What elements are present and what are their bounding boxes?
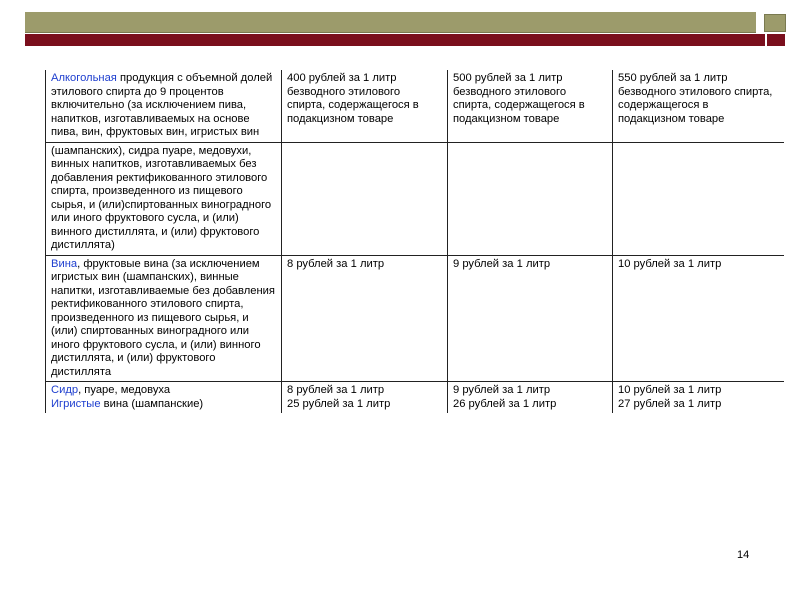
- table-cell-rate-year3: 10 рублей за 1 литр: [613, 255, 785, 382]
- header-box-maroon: [767, 34, 785, 46]
- product-text: , фруктовые вина (за исключением игристых вин (шампанских), винные напитки, изготавливаемые без добавления ректификованного этилового спирта, произведенного из пищевого сырья, и (или) спиртованных виноградного или иного фруктового сусла, и (или) винного дистиллята, и (или) фруктового дистиллята: [51, 257, 275, 378]
- table-cell-rate-year1: 8 рублей за 1 литр: [282, 255, 448, 382]
- header-box-olive: [764, 14, 786, 32]
- rate-line: 26 рублей за 1 литр: [453, 397, 557, 410]
- table-cell-rate-year3: 550 рублей за 1 литр безводного этилового спирта, содержащегося в подакцизном товаре: [613, 70, 785, 142]
- table-row: [46, 255, 785, 382]
- excise-rates-table: [45, 70, 784, 413]
- product-line: [51, 398, 275, 412]
- product-highlight: Алкогольная: [51, 72, 117, 84]
- header-bar-olive: [25, 12, 756, 33]
- table-cell-product: [46, 382, 282, 414]
- rate-line: 9 рублей за 1 литр: [453, 384, 551, 396]
- table-cell-rate-year1: [282, 382, 448, 414]
- table-cell-product: (шампанских), сидра пуаре, медовухи, винных напитков, изготавливаемых без добавления ректификованного этилового спирта, произведенного из пищевого сырья, и (или)спиртованных виноградного или иного фруктового сусла, и (или) винного дистиллята, и (или) фруктового дистиллята): [46, 142, 282, 255]
- table-row: [46, 382, 785, 414]
- product-text: , пуаре, медовуха: [78, 384, 171, 396]
- rate-line: 10 рублей за 1 литр: [618, 384, 722, 396]
- rate-line: 8 рублей за 1 литр: [287, 384, 385, 396]
- product-line: [51, 384, 275, 398]
- product-text: продукция с объемной долей этилового спирта до 9 процентов включительно (за исключением пива, напитков, изготавливаемых на основе пива, вин, фруктовых вин, игристых вин: [51, 72, 273, 138]
- product-highlight: Игристые: [51, 397, 101, 410]
- table-cell-product: [46, 70, 282, 142]
- table-cell-rate-year3: [613, 142, 785, 255]
- product-highlight: Вина: [51, 257, 78, 270]
- table-cell-rate-year2: 9 рублей за 1 литр: [448, 255, 613, 382]
- header-bar-maroon: [25, 34, 765, 46]
- table-cell-rate-year3: [613, 382, 785, 414]
- rate-line: 27 рублей за 1 литр: [618, 397, 722, 410]
- table-cell-rate-year2: [448, 142, 613, 255]
- table-row: [46, 70, 785, 142]
- product-text: вина (шампанские): [100, 397, 204, 410]
- product-highlight: Сидр: [51, 384, 79, 396]
- table-cell-product: [46, 255, 282, 382]
- table-cell-rate-year1: [282, 142, 448, 255]
- table-cell-rate-year2: 500 рублей за 1 литр безводного этилового спирта, содержащегося в подакцизном товаре: [448, 70, 613, 142]
- table-row: [46, 142, 785, 255]
- rate-line: 25 рублей за 1 литр: [287, 397, 391, 410]
- table-cell-rate-year1: 400 рублей за 1 литр безводного этилового спирта, содержащегося в подакцизном товаре: [282, 70, 448, 142]
- table-cell-rate-year2: [448, 382, 613, 414]
- page-number: 14: [737, 549, 750, 561]
